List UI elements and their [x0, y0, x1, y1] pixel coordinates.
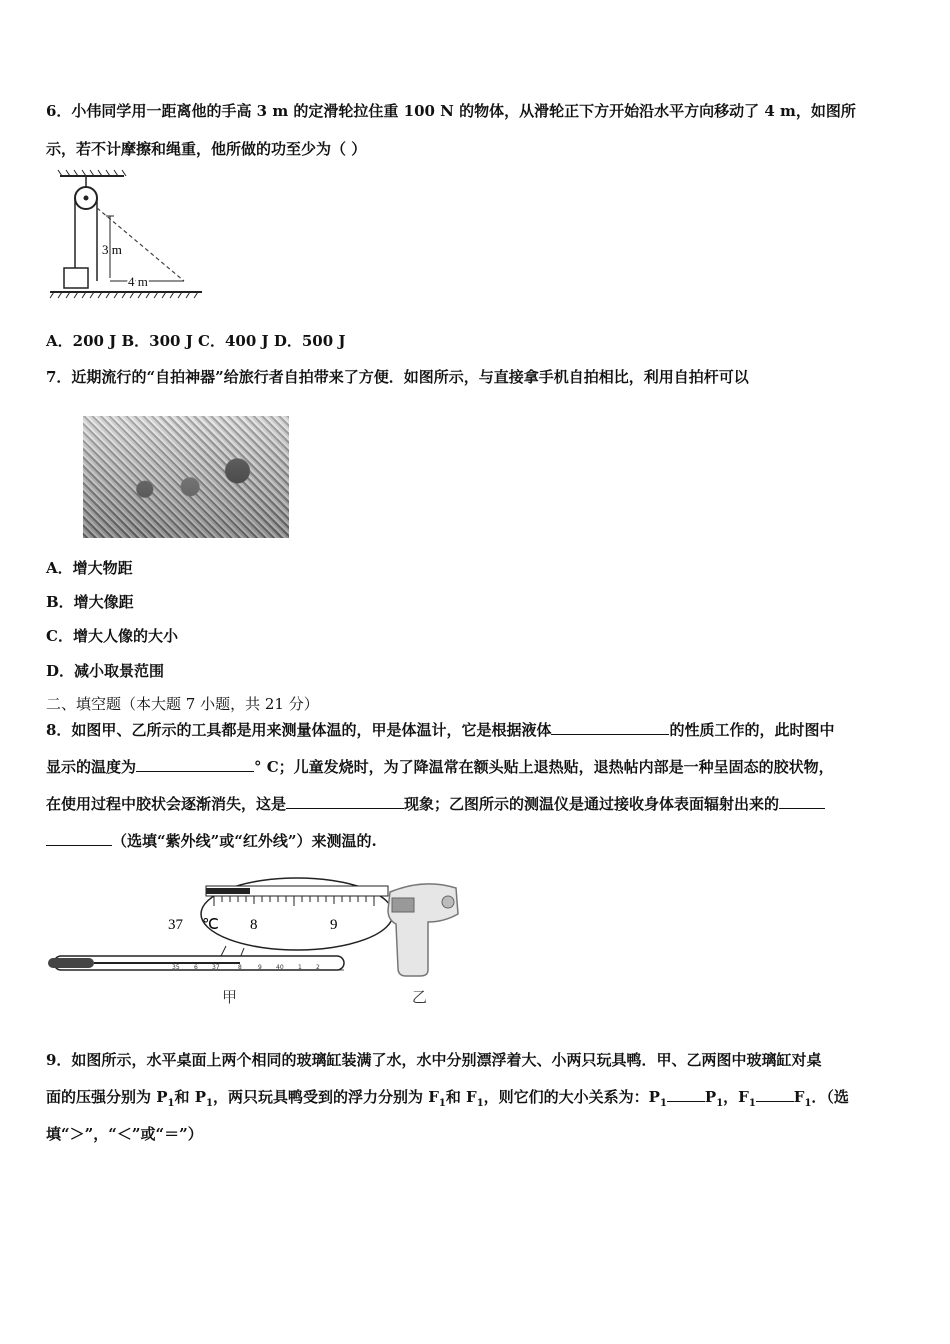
q9-sub-7: 1: [748, 1098, 756, 1109]
q9-text-2i: ．（选: [811, 1088, 849, 1106]
q7-stem: 7．近期流行的“自拍神器”给旅行者自拍带来了方便．如图所示，与直接拿手机自拍相比，利用自拍杆可以: [46, 368, 749, 386]
tick-37-label: 37: [168, 917, 183, 933]
pulley-figure: [46, 168, 206, 300]
q8-blank-4a[interactable]: [779, 793, 825, 809]
q9-text-2e: ，则它们的大小关系为：P: [483, 1088, 660, 1106]
small-tick-37: 37: [212, 964, 220, 971]
q9-line1: 9．如图所示，水平桌面上两个相同的玻璃缸装满了水，水中分别漂浮着大、小两只玩具鸭．甲、乙两图中玻璃缸对桌: [46, 1051, 822, 1069]
q9-sub-8: 1: [804, 1098, 812, 1109]
height-label: 3 m: [102, 242, 122, 257]
q8-text-2a: 显示的温度为: [46, 758, 137, 776]
q8-text-1b: 的性质工作的，此时图中: [669, 721, 835, 739]
q9-blank-2[interactable]: [756, 1086, 794, 1102]
small-tick-1: 1: [298, 964, 302, 971]
q9-text-2f: P: [704, 1088, 717, 1106]
q9-sub-4: 1: [476, 1098, 484, 1109]
q9-text-2h: F: [793, 1088, 805, 1106]
q6-options: A．200 J B．300 J C．400 J D．500 J: [46, 332, 346, 350]
q8-line1: [46, 719, 906, 741]
q8-blank-1[interactable]: [551, 719, 669, 735]
small-tick-6: 6: [194, 964, 198, 971]
q9-sub-5: 1: [659, 1098, 667, 1109]
q9-sub-2: 1: [206, 1098, 213, 1109]
q8-blank-4b[interactable]: [46, 830, 112, 846]
q8-text-3a: 在使用过程中胶状会逐渐消失，这是: [46, 795, 287, 813]
q9-sub-1: 1: [167, 1098, 175, 1109]
q7-option-c: C．增大人像的大小: [46, 627, 178, 645]
q9-blank-1[interactable]: [667, 1086, 705, 1102]
q8-blank-3[interactable]: [286, 793, 404, 809]
q8-text-3b: 现象；乙图所示的测温仪是通过接收身体表面辐射出来的: [404, 795, 780, 813]
q8-line3: [46, 793, 906, 815]
q9-text-2g: ，F: [723, 1088, 749, 1106]
small-tick-2: 2: [316, 964, 320, 971]
q9-text-2b: 和 P: [174, 1088, 206, 1106]
distance-label: 4 m: [128, 274, 148, 289]
q9-text-2d: 和 F: [445, 1088, 477, 1106]
q9-text-2a: 面的压强分别为 P: [46, 1088, 168, 1106]
q8-text-1a: 8．如图甲、乙所示的工具都是用来测量体温的，甲是体温计，它是根据液体: [46, 721, 552, 739]
thermometer-figure: [44, 872, 464, 1012]
label-jia: 甲: [222, 988, 238, 1006]
small-tick-40: 40: [276, 964, 284, 971]
q7-option-b: B．增大像距: [46, 593, 134, 611]
q9-sub-3: 1: [438, 1098, 446, 1109]
q6-stem-line2: 示，若不计摩擦和绳重，他所做的功至少为（ ）: [46, 140, 367, 158]
tick-9-label: 9: [330, 917, 338, 933]
small-tick-8: 8: [238, 964, 242, 971]
q7-option-d: D．减小取景范围: [46, 662, 165, 680]
small-tick-9: 9: [258, 964, 262, 971]
label-yi: 乙: [412, 988, 428, 1006]
q9-text-2c: ，两只玩具鸭受到的浮力分别为 F: [212, 1088, 439, 1106]
small-tick-35: 35: [172, 964, 180, 971]
celsius-unit: ℃: [202, 917, 219, 933]
q9-line3: 填“＞”，“＜”或“＝”）: [46, 1125, 203, 1143]
q8-text-2b: ° C；儿童发烧时，为了降温常在额头贴上退热贴，退热帖内部是一种呈固态的胶状物，: [254, 758, 834, 776]
selfie-photo-shade: [83, 416, 289, 538]
section-heading: 二、填空题（本大题 7 小题，共 21 分）: [46, 695, 319, 713]
q6-stem-line1: 6．小伟同学用一距离他的手高 3 m 的定滑轮拉住重 100 N 的物体，从滑轮正下方开始沿水平方向移动了 4 m，如图所: [46, 102, 856, 120]
q7-option-a: A．增大物距: [46, 559, 133, 577]
q9-sub-6: 1: [716, 1098, 724, 1109]
ir-thermometer-icon: [388, 884, 458, 976]
q8-text-4: （选填“紫外线”或“红外线”）来测温的.: [112, 832, 377, 850]
tick-8-label: 8: [250, 917, 258, 933]
q8-blank-2[interactable]: [136, 756, 254, 772]
q8-line4: [46, 830, 906, 852]
q9-line2: [46, 1086, 906, 1115]
q8-line2: [46, 756, 906, 778]
